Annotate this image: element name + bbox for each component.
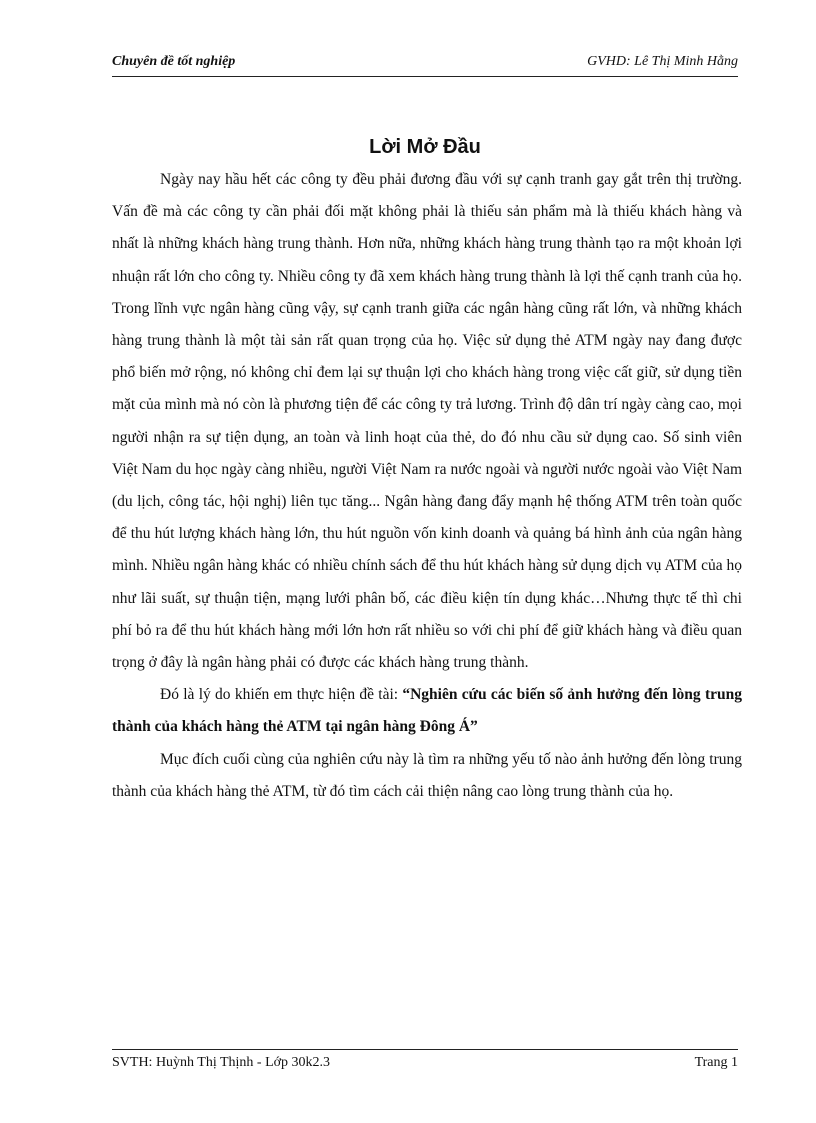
footer-page-number: Trang 1: [694, 1055, 738, 1070]
topic-lead-in: Đó là lý do khiến em thực hiện đề tài:: [160, 686, 403, 704]
paragraph-intro: Ngày nay hầu hết các công ty đều phải đương đầu với sự cạnh tranh gay gắt trên thị trường. Vấn đề mà các công ty cần phải đối mặt không phải là thiếu sản phẩm mà là thiếu khách hàng và nhất là những khách hàng trung thành. Hơn nữa, những khách hàng trung thành tạo ra một khoản lợi nhuận rất lớn cho công ty. Nhiều công ty đã xem khách hàng trung thành là lợi thế cạnh tranh của họ. Trong lĩnh vực ngân hàng cũng vậy, sự cạnh tranh giữa các ngân hàng cũng rất lớn, và những khách hàng trung thành là một tài sản rất quan trọng của họ. Việc sử dụng thẻ ATM ngày nay đang được phổ biến mở rộng, nó không chỉ đem lại sự thuận lợi cho khách hàng trong việc cất giữ, sử dụng tiền mặt của mình mà nó còn là phương tiện để các công ty trả lương. Trình độ dân trí ngày càng cao, mọi người nhận ra sự tiện dụng, an toàn và linh hoạt của thẻ, do đó nhu cầu sử dụng cao. Số sinh viên Việt Nam du học ngày càng nhiều, người Việt Nam ra nước ngoài và người nước ngoài vào Việt Nam (du lịch, công tác, hội nghị) liên tục tăng... Ngân hàng đang đẩy mạnh hệ thống ATM trên toàn quốc để thu hút lượng khách hàng lớn, thu hút nguồn vốn kinh doanh và quảng bá hình ảnh của ngân hàng mình. Nhiều ngân hàng khác có nhiều chính sách để thu hút khách hàng sử dụng dịch vụ ATM của họ như lãi suất, sự thuận tiện, mạng lưới phân bố, các điều kiện tín dụng khác…Nhưng thực tế thì chi phí bỏ ra để thu hút khách hàng mới lớn hơn rất nhiều so với chi phí để giữ khách hàng và điều quan trọng ở đây là ngân hàng phải có được các khách hàng trung thành.: [112, 171, 742, 672]
header-document-type: Chuyên đề tốt nghiệp: [112, 54, 236, 69]
header-advisor: GVHD: Lê Thị Minh Hằng: [587, 54, 738, 69]
paragraph-purpose: Mục đích cuối cùng của nghiên cứu này là tìm ra những yếu tố nào ảnh hưởng đến lòng trung thành của khách hàng thẻ ATM, từ đó tìm cách cải thiện nâng cao lòng trung thành của họ.: [112, 750, 742, 800]
page-header: [112, 54, 738, 77]
paragraph-topic: [112, 679, 742, 743]
document-body: [112, 164, 742, 808]
page-title: Lời Mở Đầu: [369, 136, 481, 158]
page-footer: [112, 1049, 738, 1074]
topic-title: “Nghiên cứu các biến số ảnh hưởng đến lòng trung thành của khách hàng thẻ ATM tại ngân hàng Đông Á”: [112, 686, 742, 736]
footer-student: SVTH: Huỳnh Thị Thịnh - Lớp 30k2.3: [112, 1055, 331, 1070]
